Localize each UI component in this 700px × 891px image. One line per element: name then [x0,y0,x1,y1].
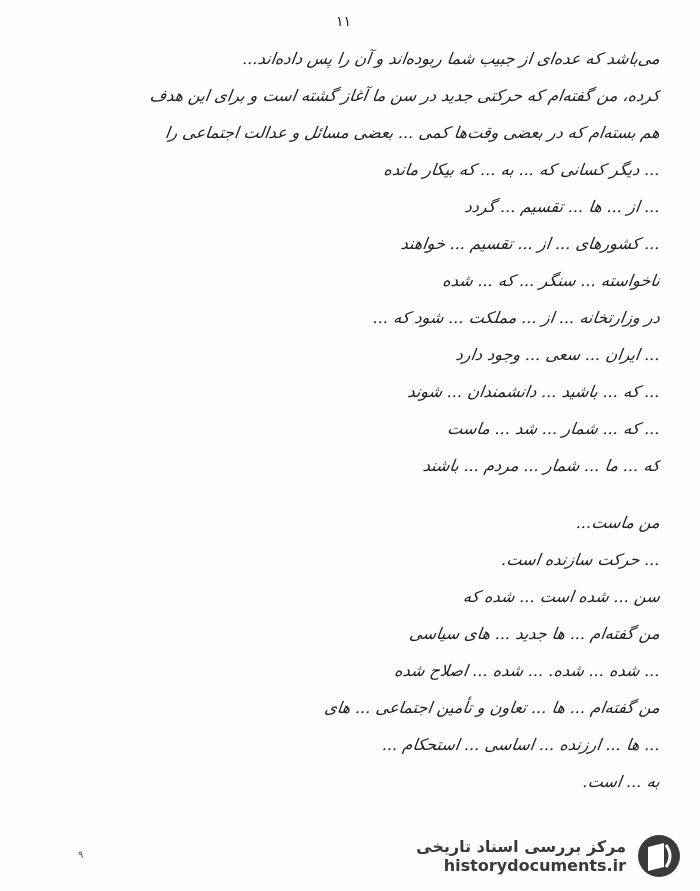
text-line: ... از ... ها ... تقسیم ... گردد [463,197,662,216]
text-line: که ... ما ... شمار ... مردم ... باشند [421,456,662,475]
text-line: به ... است. [581,772,662,791]
text-line: می‌باشد که عده‌ای از جبیب شما ربوده‌اند و آن را پس داده‌اند... [241,49,662,68]
text-line: من ماست... [575,513,662,532]
handwritten-text [60,40,660,800]
text-line: ... ها ... ارزنده ... اساسی ... استحکام ... [381,735,662,754]
watermark-name: مرکز بررسی اسناد تاریخی [416,837,626,856]
text-line: ... دیگر کسانی که ... به ... که بیکار مانده [382,160,662,179]
watermark-url: historydocuments.ir [443,856,626,875]
text-line: ... حرکت سازنده است. [500,550,662,569]
text-line: من گفته‌ام ... ها ... تعاون و تأمین اجتماعی ... های [323,698,662,717]
text-line: کرده، من گفته‌ام که حرکتی جدید در سن ما آغاز گشته است و برای این هدف [148,86,662,105]
text-line [59,484,662,504]
text-line: هم بسته‌ام که در بعضی وقت‌ها کمی ... بعضی مسائل و عدالت اجتماعی را [163,123,662,142]
text-line: ناخواسته ... سنگر ... که ... شده [441,271,662,290]
text-line: ... شده ... شده. ... شده ... اصلاح شده [393,661,662,680]
text-line: در وزارتخانه ... از ... مملکت ... شود که ... [371,308,662,327]
watermark-text [416,837,626,875]
text-line: من گفته‌ام ... ها جدید ... های سیاسی [408,624,662,643]
text-line: ... ایران ... سعی ... وجود دارد [454,345,662,364]
text-line: سن ... شده است ... شده که [461,587,662,606]
archive-logo-icon [636,833,682,879]
text-line: ... کشورهای ... از ... تقسیم ... خواهند [399,234,662,253]
text-line: ... که ... شمار ... شد ... ماست [446,419,662,438]
text-line: ... که ... باشید ... دانشمندان ... شوند [406,382,662,401]
watermark [416,833,682,879]
page-number: ۱۱ [336,14,352,30]
corner-mark: ۹ [78,850,84,861]
